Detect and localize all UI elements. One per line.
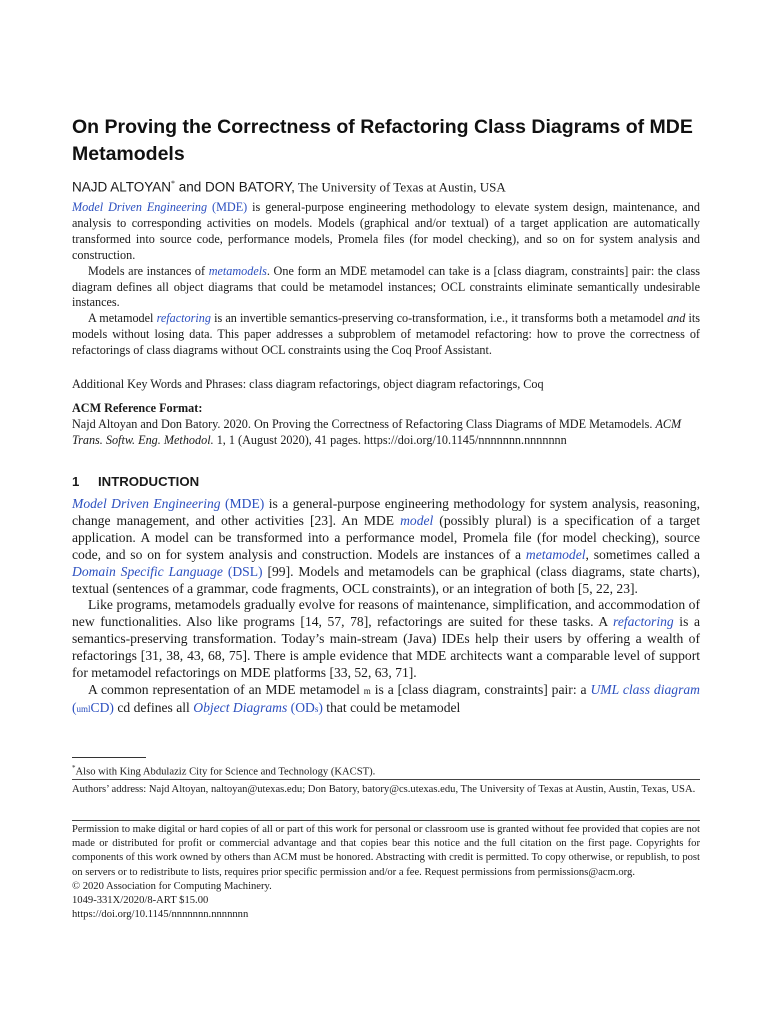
acm-reference [72,400,700,448]
abstract-text: is an invertible semantics-preserving co-transformation, i.e., it transforms both a metamodel [210,311,668,326]
footnote [72,761,700,780]
intro-text: is a [class diagram, constraints] pair: a [370,681,591,697]
abstract-text: its models without losing data. This paper addresses a subproblem of metamodel refactoring: how to prove the correctness of refactorings of class diagrams without OCL constraints using the Coq Proof Assistant. [72,311,701,358]
section-heading-introduction [72,474,700,489]
link-dsl-abbr[interactable]: (DSL) [227,563,263,579]
section-number: 1 [72,474,80,489]
author-names-2: and DON BATORY, [175,179,295,195]
link-mde-abbr[interactable]: (MDE) [225,496,265,511]
acm-reference-citation: Najd Altoyan and Don Batory. 2020. On Proving the Correctness of Refactoring Class Diagrams of MDE Metamodels. [72,417,656,431]
abstract-paragraph-2 [72,264,700,312]
link-dsl[interactable]: Domain Specific Language [72,563,223,579]
abstract-text: . One form an MDE metamodel can take is a [class diagram, constraints] pair: the class diagram defines all object diagrams that could be metamodel instances; OCL constraints eliminate semantically undesirable instances. [72,263,700,310]
link-refactoring[interactable]: refactoring [613,614,674,630]
acm-reference-text [72,416,700,448]
acm-reference-journal: ACM Trans. Softw. Eng. Methodol. [72,417,682,447]
permission-block [72,823,700,922]
intro-paragraph-2 [72,597,700,682]
acm-reference-heading: ACM Reference Format: [72,401,203,415]
intro-text: is a general-purpose engineering methodology for system analysis, reasoning, change management, and other activities [23]. An MDE [72,496,700,528]
permission-text: Permission to make digital or hard copies of all or part of this work for personal or classroom use is granted without fee provided that copies are not made or distributed for profit or commercial advantage and that copies bear this notice and the full citation on the first page. Copyrights for components of this work owned by others than ACM must be honored. Abstracting with credit is permitted. To copy otherwise, or republish, to post on servers or to redistribute to lists, requires prior specific permission and/or a fee. Request permissions from permissions@acm.org. [72,824,700,878]
link-ods-close[interactable]: ) [318,699,323,715]
abstract-text: Models are instances of [88,263,209,278]
footnote-divider [72,757,146,758]
abstract-emphasis-and: and [667,311,686,326]
intro-text: cd defines all [113,699,194,715]
keywords: Additional Key Words and Phrases: class diagram refactorings, object diagram refactorings, Coq [72,377,544,391]
link-umlcd-open[interactable]: ( [72,699,77,715]
intro-text: (possibly plural) is a specification of a target application. A model can be transformed into a performance model, Promela file (for model checking), source code, and so on for system analysis and construction. Models are instances of a [72,512,700,562]
intro-paragraph-1 [72,496,700,597]
intro-text: , sometimes called a [585,546,701,562]
abstract-term-mde[interactable]: Model Driven Engineering [72,200,208,214]
copyright-line: © 2020 Association for Computing Machinery. [72,880,272,892]
section-title: INTRODUCTION [98,474,200,489]
intro-text: that could be metamodel [322,699,461,715]
link-mde[interactable]: Model Driven Engineering [72,496,221,511]
intro-text: Like programs, metamodels gradually evolve for reasons of maintenance, simplification, and accommodation of new functionalities. Also like programs [14, 57, 78], refactorings are suited for these tasks. A [72,597,700,630]
acm-reference-details: 1, 1 (August 2020), 41 pages. https://doi.org/10.1145/nnnnnnn.nnnnnnn [213,433,567,447]
footnote-text: Also with King Abdulaziz City for Science and Technology (KACST). [75,766,376,778]
link-uml-class-diagram[interactable]: UML class diagram [590,681,700,697]
paper-title: On Proving the Correctness of Refactoring Class Diagrams of MDE Metamodels [72,116,693,165]
abstract-paragraph-3 [72,311,700,359]
link-ods-small[interactable]: s [314,703,319,714]
link-model[interactable]: model [400,512,434,528]
author-footnote-mark: * [171,179,176,188]
author-affiliation: The University of Texas at Austin, USA [294,179,506,195]
abstract-term-metamodels[interactable]: metamodels [208,263,267,278]
address-divider [72,779,700,780]
link-umlcd-small[interactable]: uml [76,703,91,714]
doi-line[interactable]: https://doi.org/10.1145/nnnnnnn.nnnnnnn [72,909,249,921]
issn-line: 1049-331X/2020/8-ART $15.00 [72,895,209,907]
abstract-text: is general-purpose engineering methodology to elevate system design, maintenance, and analysis to corresponding activities on models. Models (graphical and/or textual) of a target application are automatically transformed into source code, performance models, Promela files (for model checking), and so on for system analysis and construction. [72,200,700,262]
symbol-m: m [363,685,371,696]
footnote-mark: * [72,764,76,772]
intro-text: [99]. Models and metamodels can be graphical (class diagrams, state charts), textual (sentences of a grammar, code fragments, OCL constraints), or an integration of both [5, 22, 23]. [72,563,701,596]
abstract-abbr-mde[interactable]: (MDE) [212,200,248,214]
permission-divider [72,820,700,821]
abstract-term-refactoring[interactable]: refactoring [156,311,211,326]
intro-paragraph-3 [72,682,700,718]
authors-address: Authors’ address: Najd Altoyan, naltoyan@utexas.edu; Don Batory, batory@cs.utexas.edu, The University of Texas at Austin, Austin, Texas, USA. [72,784,696,795]
author-names-1: NAJD ALTOYAN [72,179,172,195]
intro-text: A common representation of an MDE metamodel [88,681,364,697]
introduction-body [72,496,700,718]
link-umlcd-close[interactable]: CD) [90,699,114,715]
link-metamodel[interactable]: metamodel [525,546,586,562]
author-line [72,175,700,196]
link-object-diagrams[interactable]: Object Diagrams [193,699,288,715]
abstract-text: A metamodel [88,311,157,326]
link-ods-open[interactable]: (OD [290,699,315,715]
abstract-paragraph-1 [72,200,700,264]
intro-text: is a semantics-preserving transformation. Today’s main-stream (Java) IDEs help their users by offering a wealth of refactorings [31, 38, 43, 68, 75]. There is ample evidence that MDE architects want a comparable level of support for metamodel refactorings on MDE platforms [33, 52, 63, 71]. [72,614,701,681]
abstract [72,200,700,359]
